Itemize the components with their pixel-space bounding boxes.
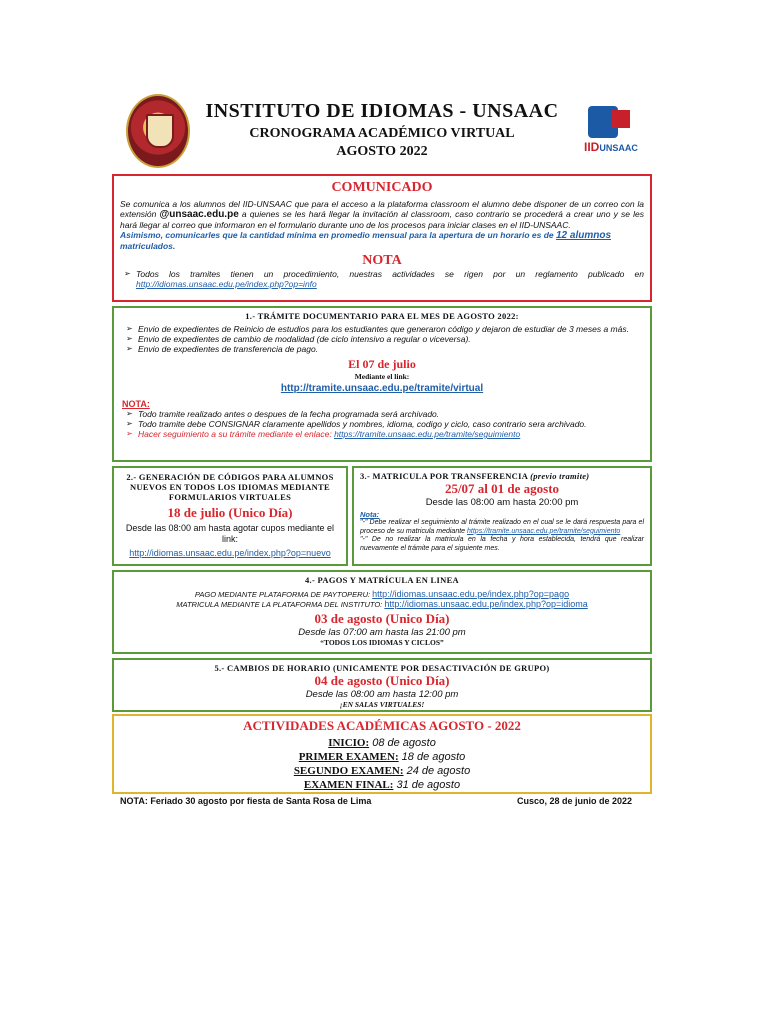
cambios-note: ¡EN SALAS VIRTUALES! — [339, 700, 425, 709]
cambios-date: 04 de agosto (Unico Día) — [314, 673, 450, 688]
seguimiento-link[interactable]: https://tramite.unsaac.edu.pe/tramite/seguimiento — [334, 429, 521, 439]
comunicado-title: COMUNICADO — [331, 180, 433, 195]
actividad-row: PRIMER EXAMEN: 18 de agosto — [298, 751, 466, 763]
tramite-via-label: Mediante el link: — [354, 372, 410, 381]
tramite-virtual-link[interactable]: http://tramite.unsaac.edu.pe/tramite/virtual — [280, 383, 484, 394]
footer-place-date: Cusco, 28 de junio de 2022 — [517, 796, 633, 806]
actividad-row: EXAMEN FINAL: 31 de agosto — [303, 779, 461, 791]
pagos-section — [112, 570, 652, 654]
tramite-follow-item: ➢ Hacer seguimiento a su trámite mediante el enlace: https://tramite.unsaac.edu.pe/tramite/seguimiento — [138, 429, 642, 439]
comunicado-paragraph: Se comunica a los alumnos del IID-UNSAAC que para el acceso a la plataforma classroom el alumno debe disponer de un correo con la extensión @unsaac.edu.pe a quienes se les hará llegar la invitación al classroom, caso contrario se procederá a crear uno y se les hará llegar al correo que informaron en el formulario durante uno de los procesos para iniciar clases en el IID-UNSAAC. — [120, 199, 644, 230]
codigos-section — [112, 466, 348, 566]
transferencia-title-note: (previo tramite) — [530, 471, 590, 481]
tramite-note-item: ➢ Todo tramite debe CONSIGNAR claramente apellidos y nombres, idioma, codigo y ciclo, caso contrario sera archivado. — [138, 419, 642, 429]
matricula-link[interactable]: http://idiomas.unsaac.edu.pe/index.php?op=idioma — [384, 599, 588, 609]
pagos-payment-line: PAGO MEDIANTE PLATAFORMA DE PAYTOPERU: http://idiomas.unsaac.edu.pe/index.php?op=pago — [194, 589, 570, 599]
transferencia-note-2: "-" De no realizar la matricula en la fecha y hora establecida, tendrá que realizar nuevamente el trámite para el siguiente mes. — [360, 536, 644, 552]
transferencia-note-1: "-" Debe realizar el seguimiento al trámite realizado en el cual se le dará respuesta para el proceso de su matricula mediante https://tramite.unsaac.edu.pe/tramite/seguimiento — [360, 519, 644, 535]
codigos-hours: Desde las 08:00 am hasta agotar cupos mediante el link: — [125, 523, 335, 544]
university-seal-logo — [126, 94, 190, 168]
pagos-note: “TODOS LOS IDIOMAS Y CICLOS” — [320, 638, 444, 647]
tramite-section — [112, 306, 652, 462]
email-domain: @unsaac.edu.pe — [159, 209, 239, 220]
pagos-matricula-line: MATRICULA MEDIANTE LA PLATAFORMA DEL INSTITUTO: http://idiomas.unsaac.edu.pe/index.php?op=idioma — [176, 599, 588, 609]
transferencia-section — [352, 466, 652, 566]
pagos-title: 4.- PAGOS Y MATRÍCULA EN LINEA — [305, 575, 459, 585]
schedule-period: AGOSTO 2022 — [336, 144, 428, 159]
nota-title: NOTA — [362, 253, 402, 268]
transferencia-nota-label: Nota: — [360, 510, 380, 519]
document-header — [112, 88, 656, 172]
nota-item: ➢ Todos los tramites tienen un procedimiento, nuestras actividades se rigen por un reglamento publicado en http://idiomas.unsaac.edu.pe/index.php?op=info — [136, 269, 644, 289]
logo-subtext: UNSAAC — [599, 143, 638, 153]
actividades-section — [112, 714, 652, 794]
tramite-item: ➢ Envio de expedientes de cambio de modalidad (de ciclo intensivo a regular o viceversa). — [138, 334, 642, 344]
iid-unsaac-logo — [584, 106, 644, 162]
pagos-hours: Desde las 07:00 am hasta las 21:00 pm — [298, 627, 466, 638]
tramite-title: 1.- TRÁMITE DOCUMENTARIO PARA EL MES DE AGOSTO 2022: — [245, 311, 519, 321]
nota-list — [120, 269, 644, 289]
transferencia-title: 3.- MATRICULA POR TRANSFERENCIA (previo tramite) — [360, 471, 590, 481]
institute-title: INSTITUTO DE IDIOMAS - UNSAAC — [205, 100, 559, 122]
tramite-notes — [122, 409, 642, 439]
cambios-section — [112, 658, 652, 712]
footer-holiday-note: NOTA: Feriado 30 agosto por fiesta de Santa Rosa de Lima — [120, 796, 372, 806]
transferencia-seguimiento-link[interactable]: https://tramite.unsaac.edu.pe/tramite/seguimiento — [467, 527, 621, 535]
reglamento-link[interactable]: http://idiomas.unsaac.edu.pe/index.php?op=info — [136, 279, 317, 289]
codigos-link[interactable]: http://idiomas.unsaac.edu.pe/index.php?op=nuevo — [129, 548, 331, 558]
schedule-subtitle: CRONOGRAMA ACADÉMICO VIRTUAL — [249, 126, 515, 141]
transferencia-hours: Desde las 08:00 am hasta 20:00 pm — [425, 497, 579, 508]
pagos-date: 03 de agosto (Unico Día) — [314, 611, 450, 626]
tramite-note-item: ➢ Todo tramite realizado antes o despues de la fecha programada será archivado. — [138, 409, 642, 419]
actividades-list — [120, 736, 644, 792]
cambios-hours: Desde las 08:00 am hasta 12:00 pm — [305, 689, 459, 700]
actividad-row: SEGUNDO EXAMEN: 24 de agosto — [293, 765, 471, 777]
tramite-list — [122, 324, 642, 354]
logo-text: IID — [584, 140, 600, 154]
minimum-students-link[interactable]: 12 alumnos — [556, 230, 612, 241]
pago-link[interactable]: http://idiomas.unsaac.edu.pe/index.php?op=pago — [372, 589, 570, 599]
tramite-date: El 07 de julio — [348, 357, 416, 371]
codigos-title: 2.- GENERACIÓN DE CÓDIGOS PARA ALUMNOS NUEVOS EN TODOS LOS IDIOMAS MEDIANTE FORMULARIOS VIRTUALES — [126, 472, 334, 502]
transferencia-date: 25/07 al 01 de agosto — [444, 481, 560, 496]
document-page — [112, 88, 656, 818]
cambios-title: 5.- CAMBIOS DE HORARIO (UNICAMENTE POR DESACTIVACIÓN DE GRUPO) — [214, 663, 550, 673]
tramite-item: ➢ Envio de expedientes de transferencia de pago. — [138, 344, 642, 354]
actividades-title: ACTIVIDADES ACADÉMICAS AGOSTO - 2022 — [243, 718, 521, 733]
comunicado-minimum-note: Asimismo, comunicarles que la cantidad mínima en promedio mensual para la apertura de un horario es de 12 alumnos matriculados. — [120, 230, 612, 251]
tramite-nota-label: NOTA: — [122, 399, 150, 409]
comunicado-box — [112, 174, 652, 302]
tramite-item: ➢ Envio de expedientes de Reinicio de estudios para los estudiantes que generaron código y dejaron de estudiar de 3 meses a más. — [138, 324, 642, 334]
codigos-date: 18 de julio (Unico Día) — [167, 505, 293, 520]
actividad-row: INICIO: 08 de agosto — [328, 737, 436, 749]
